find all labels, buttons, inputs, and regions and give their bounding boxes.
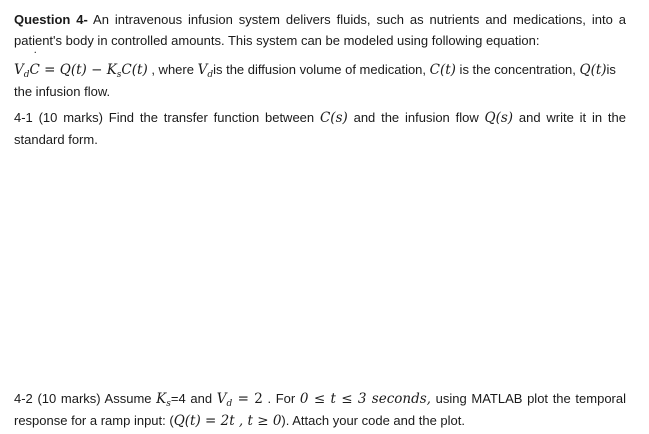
equation-second-line: the infusion flow. xyxy=(14,84,111,99)
part1-label: 4-1 (10 marks) Find the transfer function between xyxy=(14,110,320,125)
equation-c-of-t: C(t) xyxy=(429,62,456,78)
equation-q-of-t: Q(t) xyxy=(579,62,607,78)
equation-conc-text: is the concentration, xyxy=(455,62,580,77)
part2-using: using MATLAB plot the temporal response for a ramp input: ( xyxy=(14,391,626,428)
equation-where: , where xyxy=(147,62,198,77)
part2-v-val: = 2 xyxy=(232,391,263,407)
question-intro-text: An intravenous infusion system delivers fluids, such as nutrients and medications, into a patient's body in controlled amounts. This system can be modeled using following equation: xyxy=(14,12,626,48)
equation-paragraph xyxy=(14,50,626,102)
equation-vd: $V_d$ xyxy=(197,62,214,80)
part-4-1 xyxy=(14,107,626,150)
part1-mid: and the infusion flow xyxy=(347,110,485,125)
equation-diffusion-text: is the diffusion volume of medication, xyxy=(213,62,430,77)
equation-equals: = xyxy=(39,62,60,78)
part2-v: $V_d$ xyxy=(216,391,233,409)
part2-range: 0 ≤ t ≤ 3 seconds, xyxy=(299,391,431,407)
equation-minus: − xyxy=(86,62,107,78)
part2-k: $K_s$ xyxy=(156,391,171,409)
part2-end: ). Attach your code and the plot. xyxy=(281,413,465,428)
part1-end: and write it in the standard form. xyxy=(14,110,626,147)
part2-label: 4-2 (10 marks) Assume xyxy=(14,391,157,406)
equation-is-text: is xyxy=(606,62,616,77)
part2-k-val: =4 and xyxy=(170,391,217,406)
part-4-2 xyxy=(14,388,626,432)
part1-cs: C(s) xyxy=(319,110,348,126)
part1-qs: Q(s) xyxy=(484,110,514,126)
question-intro xyxy=(14,9,626,51)
equation-c-dot: C ˙ xyxy=(29,50,40,78)
part2-ramp: Q(t) = 2t , t ≥ 0 xyxy=(173,413,282,429)
equation-lhs-v: $V_d$ xyxy=(14,62,30,80)
question-label: Question 4- xyxy=(14,12,88,27)
equation-k: $K_s$ xyxy=(106,62,122,80)
part2-for: . For xyxy=(262,391,300,406)
equation-q: Q(t) xyxy=(59,62,87,78)
equation-c-t: C(t) xyxy=(121,62,148,78)
